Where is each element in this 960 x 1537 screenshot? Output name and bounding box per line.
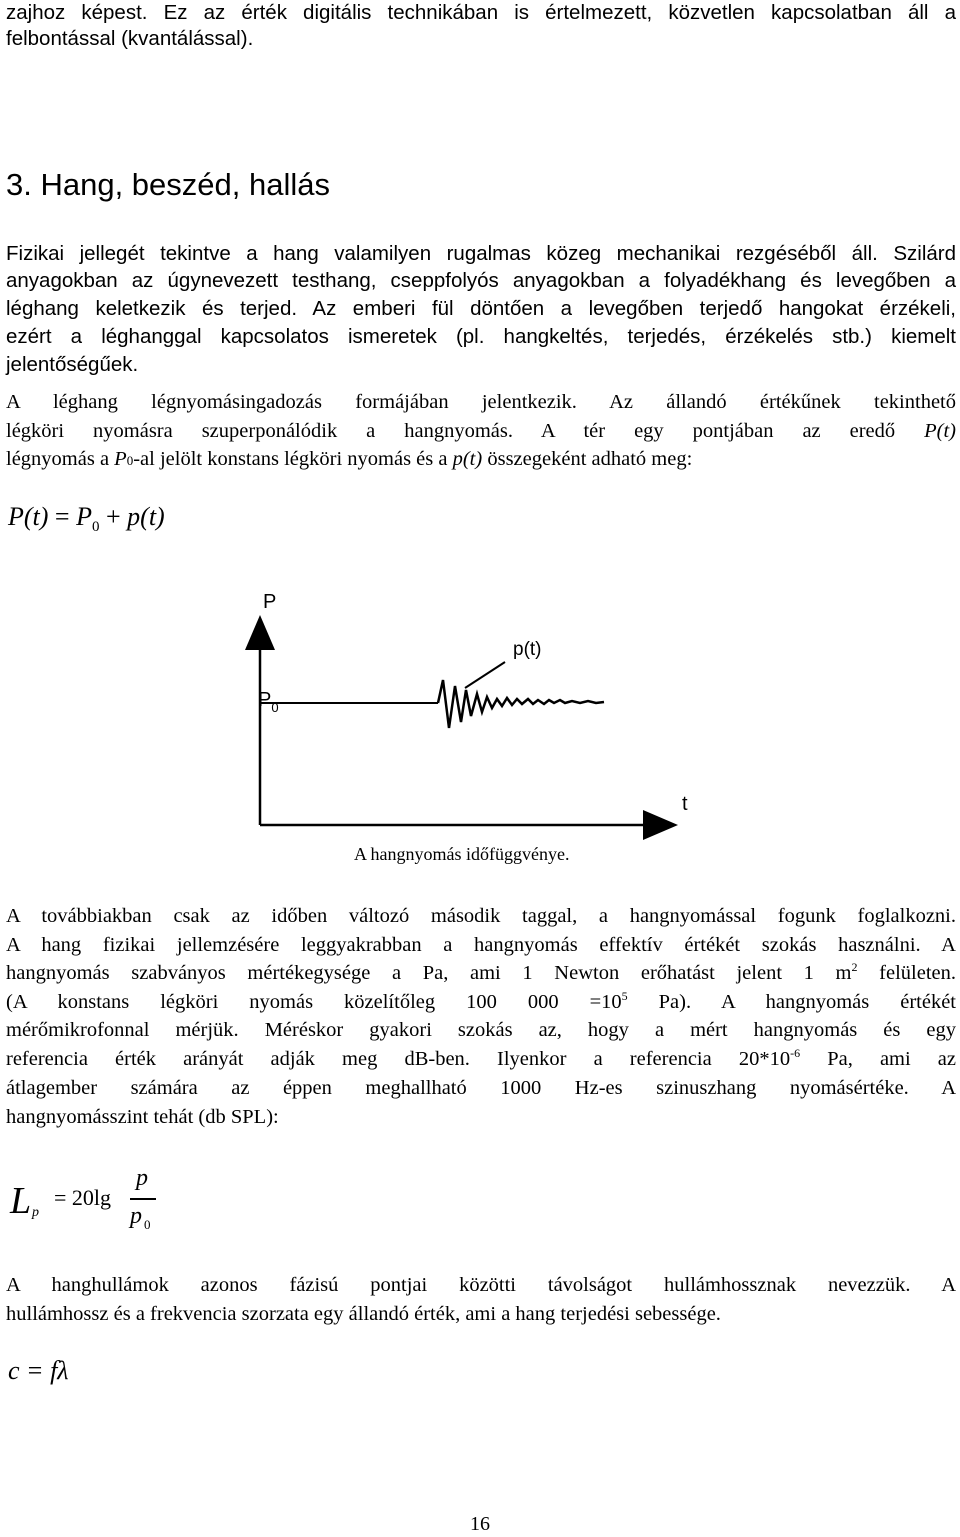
curve-pointer-line <box>465 662 505 688</box>
para2-l3-sub: 0 <box>126 453 134 468</box>
para3-l3-b: felületen. <box>857 962 956 984</box>
pressure-curve <box>438 680 604 728</box>
para3-line-5: mérőmikrofonnal mérjük. Méréskor gyakori szokás az, hogy a mért hangnyomás és egy <box>6 1019 956 1041</box>
para3-line-2: A hang fizikai jellemzésére leggyakrabban a hangnyomás effektív értékét szokás használni. A <box>6 934 956 956</box>
y-axis-label: P <box>263 591 277 613</box>
para2-l3-b: -al jelölt konstans légköri nyomás és a <box>133 448 453 470</box>
formula1-rhs: p(t) <box>127 502 165 531</box>
para3-line-1: A továbbiakban csak az időben változó második taggal, a hangnyomással fogunk foglalkozni. <box>6 905 956 927</box>
intro-line-1: zajhoz képest. Ez az érték digitális technikában is értelmezett, közvetlen kapcsolatban áll a <box>6 1 956 24</box>
para3-line-6 <box>6 1046 956 1072</box>
formula1-p0-sub: 0 <box>91 519 100 535</box>
intro-line-2: felbontással (kvantálással). <box>6 27 254 50</box>
para2-l3-a: légnyomás a <box>6 448 115 470</box>
para3-line-3 <box>6 960 956 986</box>
para3-l6-b: Pa, ami az <box>800 1048 956 1070</box>
para3-l4-b: Pa). A hangnyomás értékét <box>627 991 956 1013</box>
formula-wave-speed: c = fλ <box>8 1356 69 1385</box>
formula2-den-sub: 0 <box>144 1217 151 1232</box>
x-axis-label: t <box>682 793 688 815</box>
para2-line-2-text: légköri nyomásra szuperponálódik a hangnyomás. A tér egy pontjában az eredő <box>6 420 896 442</box>
para4-line-2: hullámhossz és a frekvencia szorzata egy állandó érték, ami a hang terjedési sebessége. <box>6 1303 721 1325</box>
formula2-den: p <box>130 1203 142 1229</box>
para3-l6-a: referencia érték arányát adják meg dB-ben. Ilyenkor a referencia 20*10 <box>6 1048 791 1070</box>
para2-l3-var2: p(t) <box>452 448 483 470</box>
formula2-eq: = 20lg <box>54 1185 112 1210</box>
para1-line-1: Fizikai jellegét tekintve a hang valamilyen rugalmas közeg mechanikai rezgéséből áll. Szilárd <box>6 242 956 265</box>
formula2-lhs: L <box>10 1180 32 1222</box>
p0-label: $P_0$ <box>258 689 279 715</box>
para1-line-4: ezért a léghanggal kapcsolatos ismeretek (pl. hangkeltés, terjedés, érzékelés stb.) kiemelt <box>6 325 956 348</box>
para3-line-8: hangnyomásszint tehát (db SPL): <box>6 1106 279 1128</box>
para3-l3-sup: 2 <box>851 960 858 975</box>
page-number: 16 <box>470 1513 490 1535</box>
section-heading: 3. Hang, beszéd, hallás <box>6 167 330 202</box>
para4-line-1: A hanghullámok azonos fázisú pontjai közötti távolságot hullámhossznak nevezzük. A <box>6 1274 956 1296</box>
para2-l3-var: P <box>114 448 127 470</box>
formula-spl <box>10 1165 210 1237</box>
para2-l3-c: összegeként adható meg: <box>482 448 693 470</box>
para3-l3-a: hangnyomás szabványos mértékegysége a Pa, ami 1 Newton erőhatást jelent 1 m <box>6 962 852 984</box>
para3-line-7: átlagember számára az éppen meghallható 1000 Hz-es szinuszhang nyomásértéke. A <box>6 1077 956 1099</box>
formula1-eq: = <box>54 502 70 531</box>
para1-line-3: léghang keletkezik és terjed. Az emberi fül döntően a levegőben terjedő hangokat érzékeli, <box>6 297 956 320</box>
para1-line-5: jelentőségűek. <box>6 353 139 376</box>
figure-caption: A hangnyomás időfüggvénye. <box>354 844 570 864</box>
para3-l4-sup: 5 <box>621 989 628 1004</box>
para3-l6-sup: -6 <box>790 1046 801 1061</box>
formula2-fraction-bar <box>130 1198 156 1200</box>
formula1-plus: + <box>105 502 121 531</box>
para2-line-1: A léghang légnyomásingadozás formájában jelentkezik. Az állandó értékűnek tekinthető <box>6 391 956 413</box>
para1-line-2: anyagokban az úgynevezett testhang, cseppfolyós anyagokban a folyadékhang és levegőben a <box>6 269 956 292</box>
para3-line-4 <box>6 989 956 1015</box>
para3-l4-a: (A konstans légköri nyomás közelítőleg 100 000 =10 <box>6 991 622 1013</box>
para2-line-2-var: P(t) <box>924 420 957 442</box>
formula2-lhs-sub: p <box>32 1205 39 1220</box>
formula1-lhs: P(t) <box>8 502 49 531</box>
formula2-num: p <box>136 1165 148 1191</box>
formula1-p0: P <box>76 502 92 531</box>
curve-label: p(t) <box>513 639 542 660</box>
